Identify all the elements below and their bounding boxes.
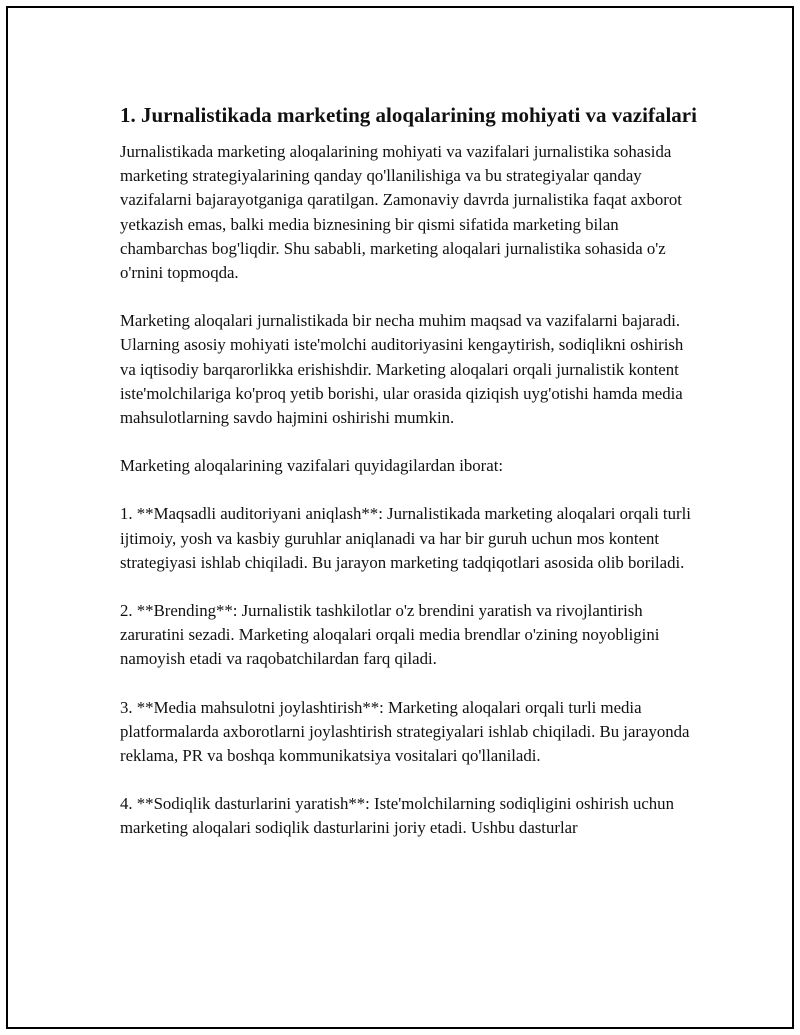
list-item-target-audience: 1. **Maqsadli auditoriyani aniqlash**: Jurnalistikada marketing aloqalari orqali turli ijtimoiy, yosh va kasbiy guruhlar aniqlanadi va har bir guruh uchun mos kontent strategiyasi ishlab chiqiladi. Bu jarayon marketing tadqiqotlari asosida olib boriladi. bbox=[120, 504, 691, 572]
paragraph-list-intro: Marketing aloqalarining vazifalari quyidagilardan iborat: bbox=[120, 456, 504, 476]
document-body bbox=[120, 101, 700, 865]
list-item-branding: 2. **Brending**: Jurnalistik tashkilotlar o'z brendini yaratish va rivojlantirish zaruratini sezadi. Marketing aloqalari orqali media brendlar o'zining noyobligini namoyish etadi va raqobatchilardan farq qiladi. bbox=[120, 601, 660, 669]
list-item-loyalty-programs: 4. **Sodiqlik dasturlarini yaratish**: Iste'molchilarning sodiqligini oshirish uchun marketing aloqalari sodiqlik dasturlarini joriy etadi. Ushbu dasturlar bbox=[120, 794, 674, 838]
page-frame bbox=[6, 6, 794, 1029]
paragraph-intro: Jurnalistikada marketing aloqalarining mohiyati va vazifalari jurnalistika sohasida marketing strategiyalarining qanday qo'llanilishiga va bu strategiyalar qanday vazifalarni bajarayotganiga qaratilgan. Zamonaviy davrda jurnalistika faqat axborot yetkazish emas, balki media biznesining bir qismi sifatida marketing bilan chambarchas bog'liqdir. Shu sababli, marketing aloqalari jurnalistika sohasida o'z o'rnini topmoqda. bbox=[120, 142, 682, 283]
section-heading: 1. Jurnalistikada marketing aloqalarining mohiyati va vazifalari bbox=[120, 103, 697, 127]
list-item-media-placement: 3. **Media mahsulotni joylashtirish**: Marketing aloqalari orqali turli media platformalarda axborotlarni joylashtirish strategiyalari ishlab chiqiladi. Bu jarayonda reklama, PR va boshqa kommunikatsiya vositalari qo'llaniladi. bbox=[120, 697, 690, 766]
paragraph-purpose: Marketing aloqalari jurnalistikada bir necha muhim maqsad va vazifalarni bajaradi. Ularning asosiy mohiyati iste'molchi auditoriyasini kengaytirish, sodiqlikni oshirish va iqtisodiy barqarorlikka erishishdir. Marketing aloqalari orqali jurnalistik kontent iste'molchilariga ko'proq yetib borishi, ular orasida qiziqish uyg'otishi hamda media mahsulotlarning savdo hajmini oshirishi mumkin. bbox=[120, 311, 684, 428]
